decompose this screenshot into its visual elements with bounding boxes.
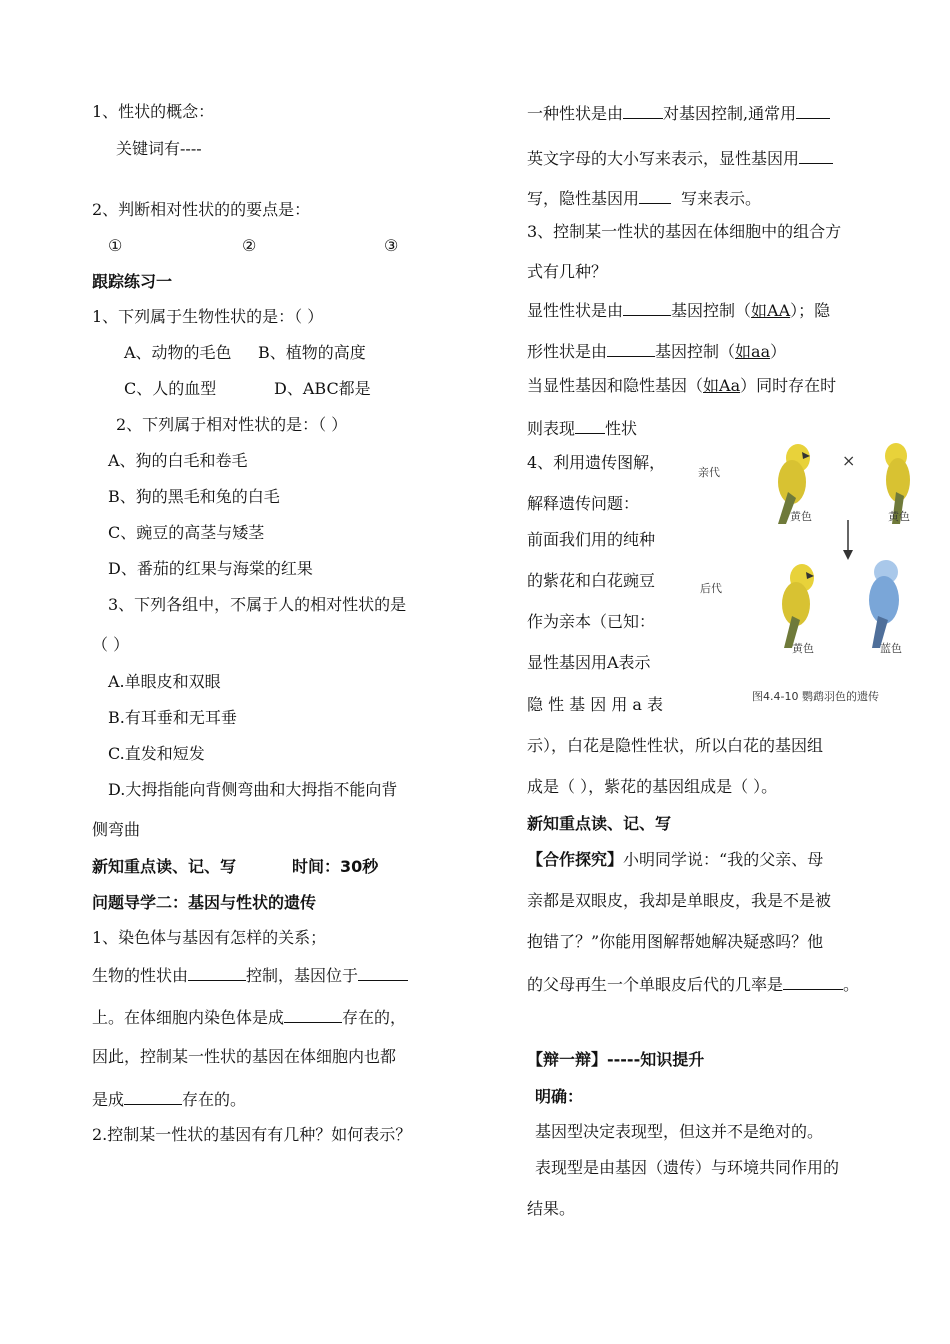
text-part: 控制，基因位于 xyxy=(246,966,359,985)
blank-field[interactable] xyxy=(284,1006,342,1023)
pea-line-6: 示），白花是隐性性状，所以白花的基因组 xyxy=(527,736,824,755)
exercise-1-q1-option-c: C、人的血型 xyxy=(124,379,217,398)
clarify-line-1: 基因型决定表现型，但这并不是绝对的。 xyxy=(535,1122,824,1141)
figure-caption: 图4.4-10 鹦鹉羽色的遗传 xyxy=(752,690,879,703)
text-part: ）同时存在时 xyxy=(740,376,837,395)
blank-field[interactable] xyxy=(188,964,246,981)
right-q3: 3、控制某一性状的基因在体细胞中的组合方 xyxy=(527,222,842,241)
exercise-1-q2: 2、下列属于相对性状的是：（ ） xyxy=(116,415,348,434)
parrot-inheritance-figure xyxy=(692,420,910,720)
pea-line-5: 隐 性 基 因 用 a 表 xyxy=(527,695,664,714)
text-part: 写来表示。 xyxy=(681,189,762,208)
offspring-yellow-label: 黄色 xyxy=(792,642,814,655)
text-part: 存在的， xyxy=(342,1008,407,1027)
exercise-1-q3-option-d: D.大拇指能向背侧弯曲和大拇指不能向背 xyxy=(108,780,398,799)
exercise-1-q2-option-a: A、狗的白毛和卷毛 xyxy=(108,451,248,470)
text-part: 对基因控制,通常用 xyxy=(663,104,797,123)
text-part: 基因控制（ xyxy=(671,301,752,320)
blank-field[interactable] xyxy=(124,1088,182,1105)
read-write-heading-2: 新知重点读、记、写 xyxy=(527,814,672,833)
text-part: 形性状是由 xyxy=(527,342,608,361)
blank-field[interactable] xyxy=(799,147,833,164)
example-text: 如aa xyxy=(735,342,771,361)
pea-line-2: 的紫花和白花豌豆 xyxy=(527,571,656,590)
text-part: 是成 xyxy=(92,1090,125,1109)
pea-line-1: 前面我们用的纯种 xyxy=(527,530,656,549)
exercise-1-q3-option-b: B.有耳垂和无耳垂 xyxy=(108,708,237,727)
exercise-1-title: 跟踪练习一 xyxy=(92,272,173,291)
read-write-heading-1: 新知重点读、记、写 xyxy=(92,857,237,876)
right-line-1 xyxy=(527,102,830,124)
question-1-keywords: 关键词有---- xyxy=(116,139,202,158)
exercise-1-q1-option-a: A、动物的毛色 xyxy=(124,343,232,362)
section-2-q1: 1、染色体与基因有怎样的关系； xyxy=(92,928,327,947)
exercise-1-q3-option-c: C.直发和短发 xyxy=(108,744,205,763)
question-2: 2、判断相对性状的的要点是： xyxy=(92,200,311,219)
right-line-2 xyxy=(527,147,833,169)
blank-field[interactable] xyxy=(623,299,671,316)
pea-line-3: 作为亲本（已知： xyxy=(527,612,656,631)
cooperate-line-2: 亲都是双眼皮，我却是单眼皮，我是不是被 xyxy=(527,891,832,910)
section-2-line-1 xyxy=(92,964,408,986)
blank-field[interactable] xyxy=(639,187,671,204)
cooperate-tag: 【合作探究】 xyxy=(527,850,624,869)
offspring-generation-label: 后代 xyxy=(700,582,722,595)
text-part: 一种性状是由 xyxy=(527,104,624,123)
text-part: 当显性基因和隐性基因（ xyxy=(527,376,704,395)
exercise-1-q1-option-b: B、植物的高度 xyxy=(258,343,366,362)
down-arrow-icon xyxy=(843,520,853,560)
exercise-1-q3-option-a: A.单眼皮和双眼 xyxy=(108,672,221,691)
blank-field[interactable] xyxy=(607,340,655,357)
recessive-line xyxy=(527,340,786,362)
text-part: ） xyxy=(770,342,787,361)
section-2-line-2 xyxy=(92,1006,406,1028)
blank-field[interactable] xyxy=(358,964,408,981)
exercise-1-q3: 3、下列各组中，不属于人的相对性状的是 xyxy=(108,595,407,614)
parent-2-color-label: 黄色 xyxy=(888,510,910,523)
right-q4: 4、利用遗传图解， xyxy=(527,453,666,472)
clarify-line-3: 结果。 xyxy=(527,1199,576,1218)
right-q4-cont: 解释遗传问题： xyxy=(527,494,640,513)
offspring-blue-label: 蓝色 xyxy=(880,642,902,655)
cooperate-line-3: 抱错了？”你能用图解帮她解决疑惑吗？他 xyxy=(527,932,824,951)
exercise-1-q2-option-d: D、番茄的红果与海棠的红果 xyxy=(108,559,313,578)
example-text: 如AA xyxy=(751,301,791,320)
text-part: 存在的。 xyxy=(182,1090,247,1109)
dominant-line xyxy=(527,299,830,321)
parent-1-color-label: 黄色 xyxy=(790,510,812,523)
blank-field[interactable] xyxy=(796,102,830,119)
blue-parrot-icon xyxy=(869,560,899,648)
exercise-1-q1: 1、下列属于生物性状的是：（ ） xyxy=(92,307,324,326)
right-q3-cont: 式有几种？ xyxy=(527,262,608,281)
debate-heading: 【辩一辩】-----知识提升 xyxy=(527,1050,705,1069)
text-part: 上。在体细胞内染色体是成 xyxy=(92,1008,285,1027)
right-line-3 xyxy=(527,187,761,209)
text-part: 则表现 xyxy=(527,419,576,438)
section-2-line-3: 因此，控制某一性状的基因在体细胞内也都 xyxy=(92,1047,397,1066)
section-2-title: 问题导学二：基因与性状的遗传 xyxy=(92,893,317,912)
text-part: 生物的性状由 xyxy=(92,966,189,985)
blank-field[interactable] xyxy=(783,973,843,990)
text-part: 的父母再生一个单眼皮后代的几率是 xyxy=(527,975,784,994)
both-genes-line xyxy=(527,376,836,396)
text-part: 写，隐性基因用 xyxy=(527,189,640,208)
text-part: ）；隐 xyxy=(790,301,831,320)
text-part: 英文字母的大小写来表示，显性基因用 xyxy=(527,149,800,168)
time-label: 时间：30秒 xyxy=(292,857,379,876)
point-3: ③ xyxy=(384,236,399,255)
yellow-parrot-icon xyxy=(782,564,814,648)
question-1: 1、性状的概念： xyxy=(92,102,215,121)
section-2-line-4 xyxy=(92,1088,246,1110)
point-1: ① xyxy=(108,236,123,255)
cross-symbol: × xyxy=(842,451,856,470)
exercise-1-q1-option-d: D、ABC都是 xyxy=(274,379,371,398)
show-trait-line xyxy=(527,417,637,439)
exercise-1-q3-option-d-cont: 侧弯曲 xyxy=(92,820,141,839)
clarify-line-2: 表现型是由基因（遗传）与环境共同作用的 xyxy=(535,1158,840,1177)
pea-line-7: 成是（ ），紫花的基因组成是（ ）。 xyxy=(527,777,778,796)
text-part: 。 xyxy=(843,975,860,994)
cooperate-line-1 xyxy=(527,850,823,870)
example-text: 如Aa xyxy=(703,376,741,395)
point-2: ② xyxy=(242,236,257,255)
text-part: 显性性状是由 xyxy=(527,301,624,320)
text-part: 基因控制（ xyxy=(655,342,736,361)
section-2-q2: 2.控制某一性状的基因有有几种？如何表示？ xyxy=(92,1125,412,1144)
parent-generation-label: 亲代 xyxy=(698,466,720,479)
exercise-1-q3-paren: （ ） xyxy=(92,635,130,654)
pea-line-4: 显性基因用A表示 xyxy=(527,653,651,672)
blank-field[interactable] xyxy=(623,102,663,119)
text-part: 性状 xyxy=(605,419,638,438)
blank-field[interactable] xyxy=(575,417,605,434)
cooperate-line-4 xyxy=(527,973,859,995)
text-part: 小明同学说：“我的父亲、母 xyxy=(623,850,824,869)
clarify-label: 明确： xyxy=(535,1087,584,1106)
exercise-1-q2-option-b: B、狗的黑毛和兔的白毛 xyxy=(108,487,280,506)
exercise-1-q2-option-c: C、豌豆的高茎与矮茎 xyxy=(108,523,265,542)
